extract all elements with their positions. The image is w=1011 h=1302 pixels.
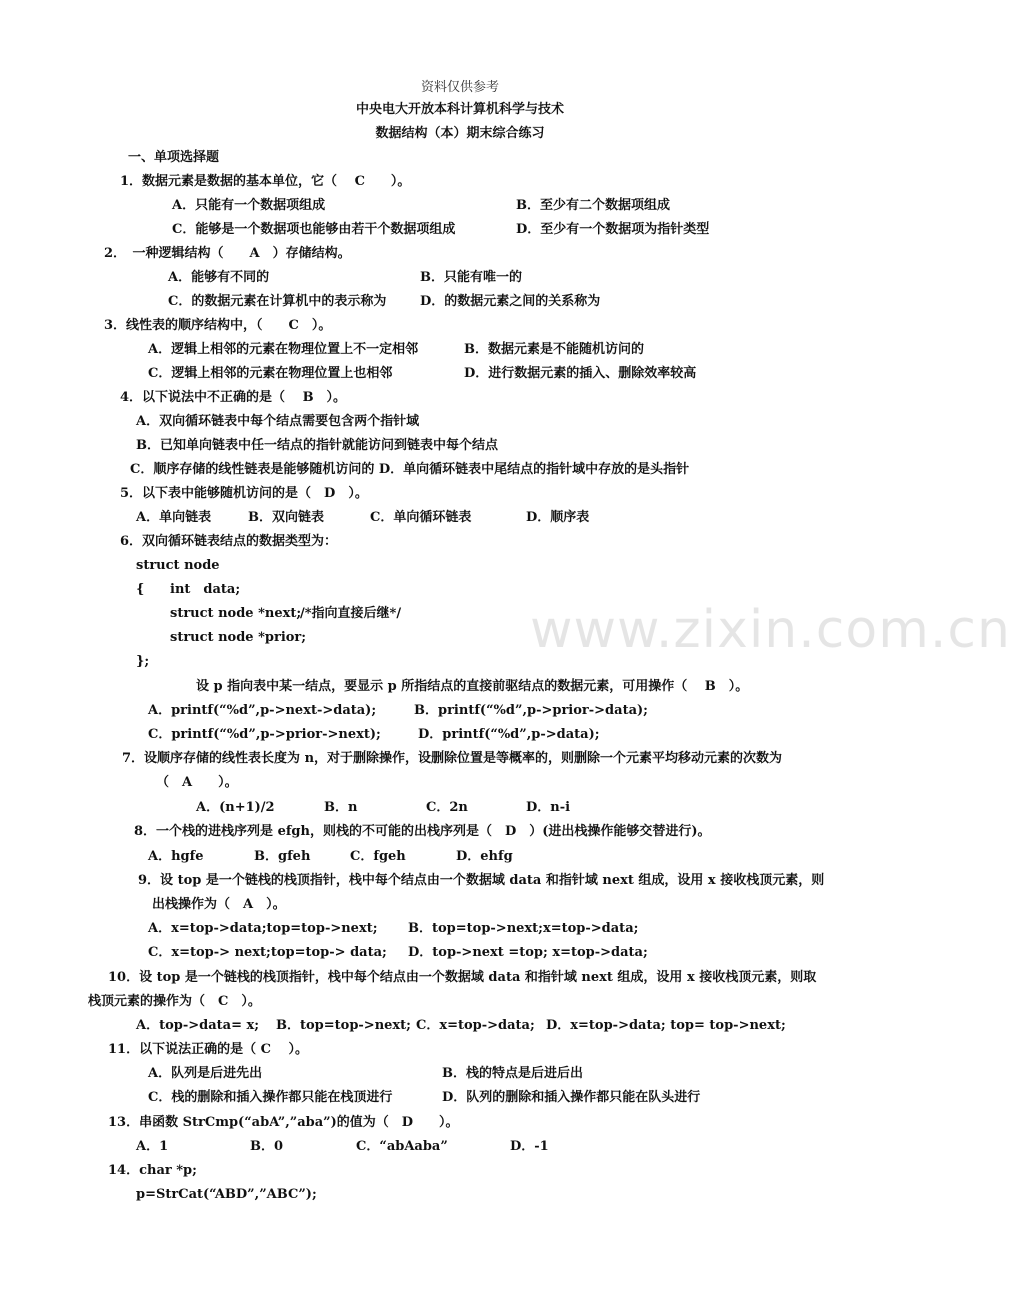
q13-option-c: C．“abAaba”	[356, 1139, 448, 1154]
q9-option-b: B．top=top->next;x=top->data;	[408, 921, 639, 936]
code-line: {	[136, 582, 145, 597]
question-11: 11．以下说法正确的是（ C ）。	[108, 1042, 308, 1057]
exam-title: 数据结构（本）期末综合练习	[375, 126, 545, 141]
question-3: 3．线性表的顺序结构中，（ C ）。	[104, 318, 332, 333]
q13-option-b: B．0	[250, 1139, 284, 1154]
q6-option-a: A．printf(“%d”,p->next->data);	[148, 703, 377, 718]
code-line: p=StrCat(“ABD”,”ABC”);	[136, 1187, 317, 1202]
question-8: 8．一个栈的进栈序列是 efgh，则栈的不可能的出栈序列是（ D ）(进出栈操作能够交替进行)。	[134, 824, 711, 839]
code-line: };	[136, 654, 150, 669]
q1-option-a: A．只能有一个数据项组成	[172, 198, 326, 213]
q4-option-a: A．双向循环链表中每个结点需要包含两个指针域	[136, 414, 420, 429]
code-line: struct node	[136, 558, 220, 573]
question-4: 4．以下说法中不正确的是（ B ）。	[120, 390, 347, 405]
section-heading: 一、单项选择题	[128, 150, 220, 165]
q11-option-d: D．队列的删除和插入操作都只能在队头进行	[442, 1090, 701, 1105]
q10-option-c: C．x=top->data;	[416, 1018, 535, 1033]
question-10: 10．设 top 是一个链栈的栈顶指针，栈中每个结点由一个数据域 data 和指针域 next 组成，设用 x 接收栈顶元素，则取	[108, 970, 817, 985]
q2-option-b: B．只能有唯一的	[420, 270, 522, 285]
q13-option-a: A．1	[136, 1139, 169, 1154]
q11-option-a: A．队列是后进先出	[148, 1066, 263, 1081]
q10-option-b: B．top=top->next;	[276, 1018, 411, 1033]
question-10-cont: 栈顶元素的操作为（ C ）。	[88, 994, 261, 1009]
q10-option-d: D．x=top->data; top= top->next;	[546, 1018, 786, 1033]
question-6: 6．双向循环链表结点的数据类型为：	[120, 534, 338, 549]
q7-option-c: C．2n	[426, 800, 468, 815]
q6-option-c: C．printf(“%d”,p->prior->next);	[148, 727, 381, 742]
q7-option-d: D．n-i	[526, 800, 571, 815]
q9-option-d: D．top->next =top; x=top->data;	[408, 945, 648, 960]
question-9-cont: 出栈操作为（ A ）。	[152, 897, 286, 912]
q2-option-a: A．能够有不同的	[168, 270, 270, 285]
q1-option-c: C．能够是一个数据项也能够由若干个数据项组成	[172, 222, 456, 237]
q11-option-c: C．栈的删除和插入操作都只能在栈顶进行	[148, 1090, 393, 1105]
q2-option-d: D．的数据元素之间的关系称为	[420, 294, 601, 309]
course-title: 中央电大开放本科计算机科学与技术	[355, 102, 564, 117]
question-1: 1．数据元素是数据的基本单位，它（ C ）。	[120, 174, 411, 189]
question-2: 2． 一种逻辑结构（ A ）存储结构。	[104, 246, 351, 261]
page-header: 资料仅供参考	[420, 80, 499, 95]
q3-option-c: C．逻辑上相邻的元素在物理位置上也相邻	[148, 366, 393, 381]
q6-option-d: D．printf(“%d”,p->data);	[418, 727, 600, 742]
question-5: 5．以下表中能够随机访问的是（ D ）。	[120, 486, 368, 501]
q5-option-d: D．顺序表	[526, 510, 590, 525]
question-14: 14．char *p;	[108, 1163, 197, 1178]
q5-option-b: B．双向链表	[248, 510, 324, 525]
code-line: int data;	[170, 582, 241, 597]
watermark: www.zixin.com.cn	[530, 600, 1011, 660]
q8-option-a: A．hgfe	[148, 849, 204, 864]
q5-option-c: C．单向循环链表	[370, 510, 472, 525]
q9-option-c: C．x=top-> next;top=top-> data;	[148, 945, 387, 960]
q7-option-b: B．n	[324, 800, 358, 815]
question-9: 9．设 top 是一个链栈的栈顶指针，栈中每个结点由一个数据域 data 和指针域 next 组成，设用 x 接收栈顶元素，则	[138, 873, 825, 888]
q2-option-c: C．的数据元素在计算机中的表示称为	[168, 294, 387, 309]
q9-option-a: A．x=top->data;top=top->next;	[148, 921, 378, 936]
q5-option-a: A．单向链表	[136, 510, 212, 525]
q6-prompt: 设 p 指向表中某一结点，要显示 p 所指结点的直接前驱结点的数据元素，可用操作（ B ）。	[196, 679, 749, 694]
code-comment: /*指向直接后继*/	[300, 606, 402, 621]
q13-option-d: D．-1	[510, 1139, 549, 1154]
q8-option-c: C．fgeh	[350, 849, 406, 864]
q4-option-b: B．已知单向链表中任一结点的指针就能访问到链表中每个结点	[136, 438, 498, 453]
q10-option-a: A．top->data= x;	[136, 1018, 260, 1033]
question-7-cont: （ A ）。	[156, 775, 238, 790]
q3-option-b: B．数据元素是不能随机访问的	[464, 342, 644, 357]
q7-option-a: A．(n+1)/2	[196, 800, 275, 815]
q3-option-d: D．进行数据元素的插入、删除效率较高	[464, 366, 697, 381]
q1-option-d: D．至少有一个数据项为指针类型	[516, 222, 710, 237]
question-13: 13．串函数 StrCmp(“abA”,”aba”)的值为（ D ）。	[108, 1115, 459, 1130]
q3-option-a: A．逻辑上相邻的元素在物理位置上不一定相邻	[148, 342, 419, 357]
q6-option-b: B．printf(“%d”,p->prior->data);	[414, 703, 648, 718]
q11-option-b: B．栈的特点是后进后出	[442, 1066, 583, 1081]
q8-option-b: B．gfeh	[254, 849, 311, 864]
code-line: struct node *next;	[170, 606, 302, 621]
q4-option-cd: C．顺序存储的线性链表是能够随机访问的 D．单向循环链表中尾结点的指针域中存放的是头指针	[130, 462, 690, 477]
q1-option-b: B．至少有二个数据项组成	[516, 198, 670, 213]
q8-option-d: D．ehfg	[456, 849, 513, 864]
code-line: struct node *prior;	[170, 630, 307, 645]
question-7: 7．设顺序存储的线性表长度为 n，对于删除操作，设删除位置是等概率的，则删除一个元素平均移动元素的次数为	[122, 751, 783, 766]
